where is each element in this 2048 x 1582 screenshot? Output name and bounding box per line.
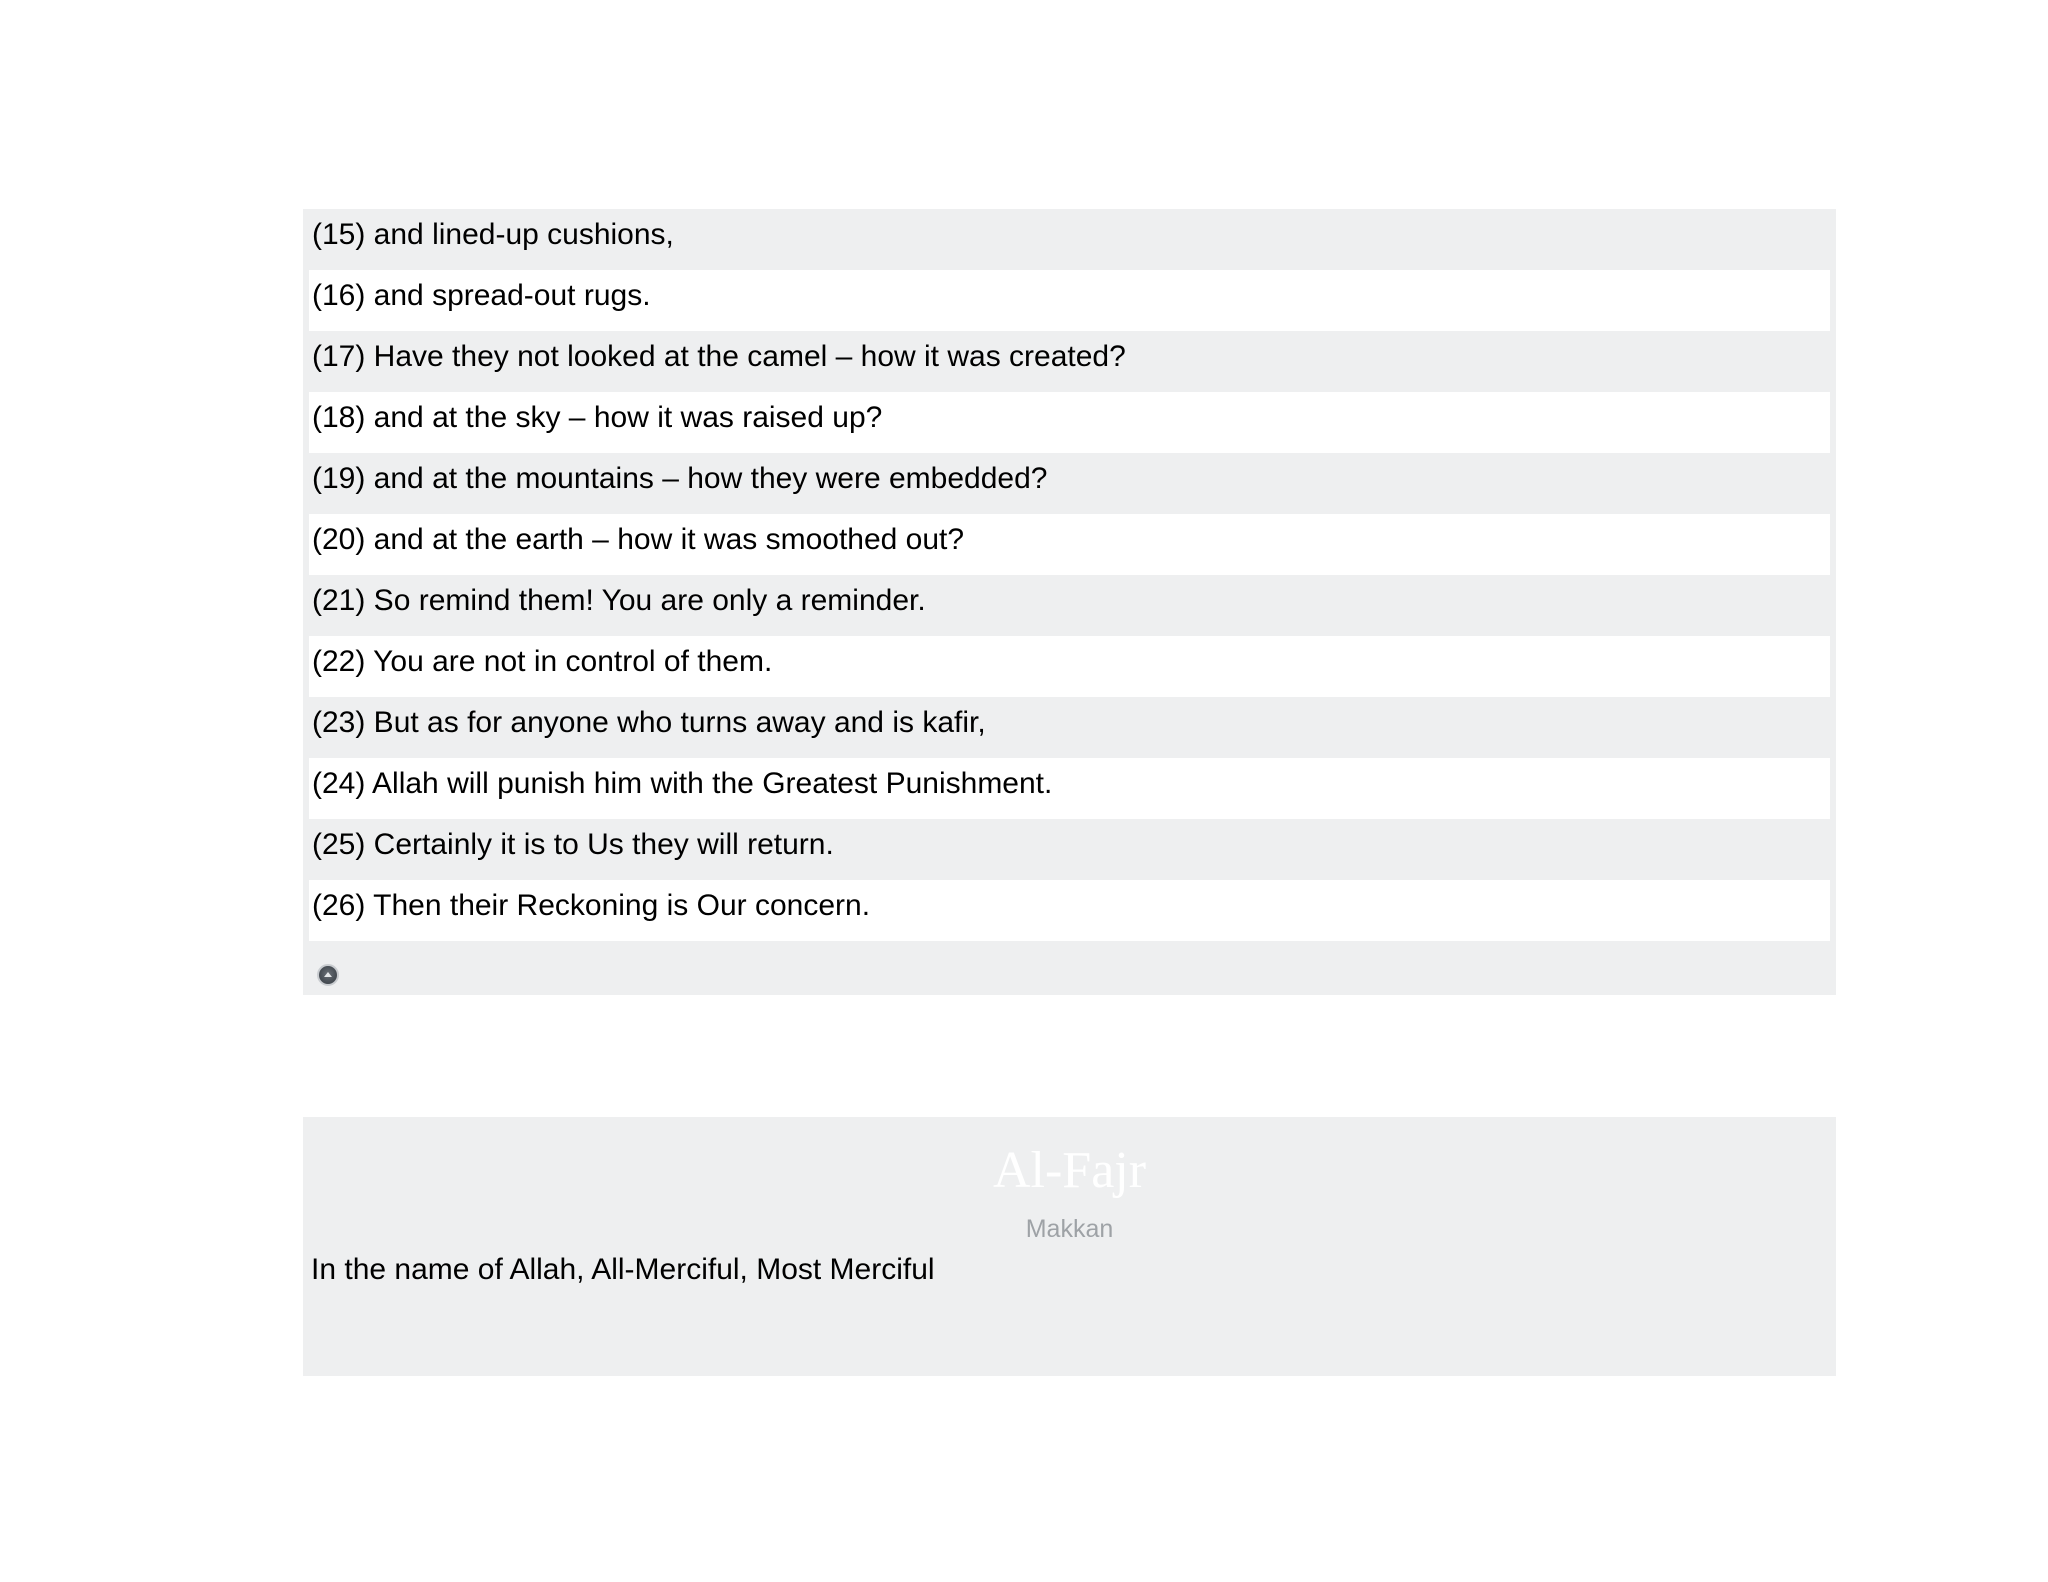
verse-row: (22) You are not in control of them. <box>309 636 1830 697</box>
surah-header-panel <box>303 1117 1836 1376</box>
verse-list <box>309 209 1830 941</box>
verse-row: (23) But as for anyone who turns away and is kafir, <box>309 697 1830 758</box>
verse-row: (24) Allah will punish him with the Greatest Punishment. <box>309 758 1830 819</box>
verse-row: (20) and at the earth – how it was smoothed out? <box>309 514 1830 575</box>
verse-row: (18) and at the sky – how it was raised up? <box>309 392 1830 453</box>
verses-panel <box>303 209 1836 995</box>
verse-row: (26) Then their Reckoning is Our concern. <box>309 880 1830 941</box>
basmala-text: In the name of Allah, All-Merciful, Most Merciful <box>311 1253 935 1286</box>
verse-row: (16) and spread-out rugs. <box>309 270 1830 331</box>
verse-row: (25) Certainly it is to Us they will return. <box>309 819 1830 880</box>
verse-row: (19) and at the mountains – how they were embedded? <box>309 453 1830 514</box>
verse-row: (17) Have they not looked at the camel – how it was created? <box>309 331 1830 392</box>
verse-row: (15) and lined-up cushions, <box>309 209 1830 270</box>
verse-row: (21) So remind them! You are only a reminder. <box>309 575 1830 636</box>
verse-controls <box>309 941 1830 996</box>
surah-revelation-type: Makkan <box>1025 1215 1114 1243</box>
surah-title: Al-Fajr <box>992 1142 1147 1199</box>
circle-up-icon[interactable] <box>317 964 339 986</box>
